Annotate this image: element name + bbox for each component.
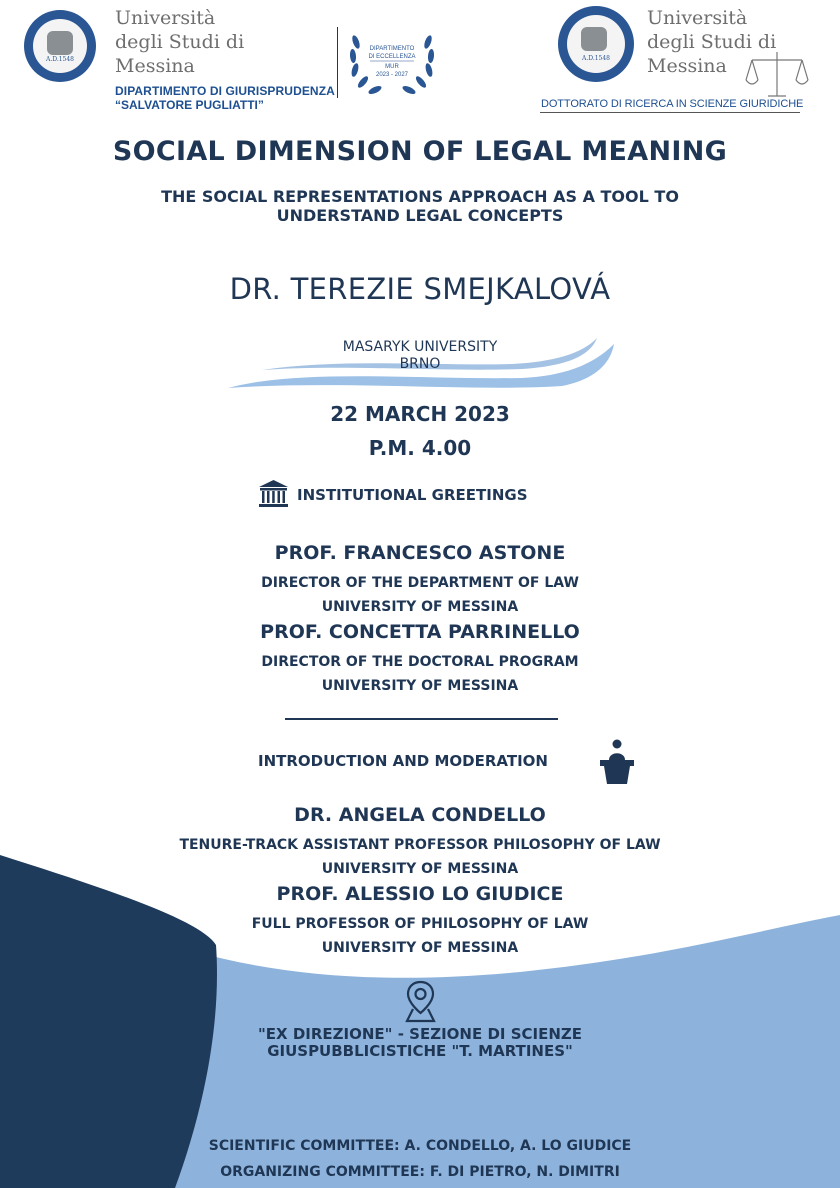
seal-date: A.D.1548: [45, 56, 74, 63]
greeting-institution-2: UNIVERSITY OF MESSINA: [321, 678, 519, 694]
moderator-role-2: FULL PROFESSOR OF PHILOSOPHY OF LAW: [251, 916, 589, 932]
university-name-left: Università degli Studi di Messina: [115, 7, 245, 77]
department-dedication: “SALVATORE PUGLIATTI”: [115, 98, 264, 112]
greeting-name-1: PROF. FRANCESCO ASTONE: [274, 542, 566, 564]
university-name-right: Università degli Studi di Messina: [647, 7, 777, 77]
section-divider: [285, 718, 558, 720]
department-name: DIPARTIMENTO DI GIURISPRUDENZA: [115, 84, 335, 98]
greeting-role-1: DIRECTOR OF THE DEPARTMENT OF LAW: [261, 575, 579, 591]
svg-text:DIPARTIMENTO: DIPARTIMENTO: [369, 46, 415, 52]
speaker-affiliation: MASARYK UNIVERSITY BRNO: [342, 339, 498, 372]
svg-text:2023 - 2027: 2023 - 2027: [375, 72, 409, 78]
event-title: SOCIAL DIMENSION OF LEGAL MEANING: [112, 136, 728, 167]
moderator-name-1: DR. ANGELA CONDELLO: [294, 804, 546, 826]
scientific-committee: SCIENTIFIC COMMITTEE: A. CONDELLO, A. LO GIUDICE: [208, 1138, 632, 1154]
greeting-institution-1: UNIVERSITY OF MESSINA: [321, 599, 519, 615]
doctoral-program-name: DOTTORATO DI RICERCA IN SCIENZE GIURIDICHE: [541, 98, 804, 110]
moderation-label: INTRODUCTION AND MODERATION: [258, 752, 548, 770]
greeting-role-2: DIRECTOR OF THE DOCTORAL PROGRAM: [261, 654, 579, 670]
event-subtitle: THE SOCIAL REPRESENTATIONS APPROACH AS A TOOL TO UNDERSTAND LEGAL CONCEPTS: [161, 187, 679, 225]
greetings-label: INSTITUTIONAL GREETINGS: [297, 486, 528, 504]
university-seal-right: A.D.1548: [558, 6, 634, 82]
location-pin-icon: [404, 979, 437, 1023]
event-date: 22 MARCH 2023: [330, 402, 510, 426]
header-divider: [337, 27, 338, 98]
moderator-institution-2: UNIVERSITY OF MESSINA: [321, 940, 519, 956]
excellence-laurel-badge: [346, 24, 438, 100]
moderator-name-2: PROF. ALESSIO LO GIUDICE: [276, 883, 564, 905]
venue-name: "EX DIREZIONE" - SEZIONE DI SCIENZE GIUSPUBBLICISTICHE "T. MARTINES": [257, 1025, 583, 1060]
institution-icon: [258, 479, 289, 508]
doctoral-program-underline: [540, 112, 800, 113]
lectern-icon: [598, 738, 636, 786]
speaker-name: DR. TEREZIE SMEJKALOVÁ: [229, 272, 611, 306]
university-seal-left: [24, 10, 96, 82]
event-time: P.M. 4.00: [368, 436, 472, 460]
svg-text:DI ECCELLENZA: DI ECCELLENZA: [368, 54, 416, 60]
greeting-name-2: PROF. CONCETTA PARRINELLO: [260, 621, 580, 643]
moderator-role-1: TENURE-TRACK ASSISTANT PROFESSOR PHILOSOPHY OF LAW: [179, 837, 661, 853]
svg-text:MUR: MUR: [385, 64, 399, 70]
moderator-institution-1: UNIVERSITY OF MESSINA: [321, 861, 519, 877]
organizing-committee: ORGANIZING COMMITTEE: F. DI PIETRO, N. DIMITRI: [220, 1164, 620, 1180]
scales-icon: [744, 50, 810, 102]
